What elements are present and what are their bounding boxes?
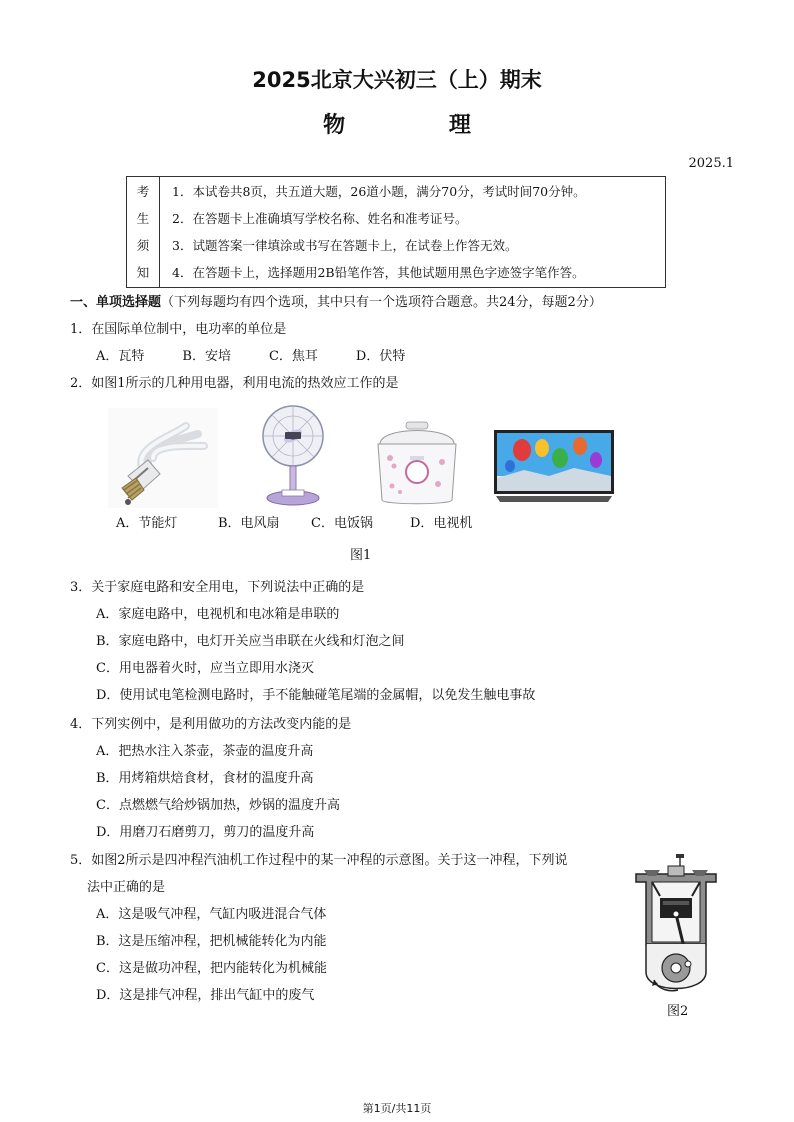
exam-date: 2025.1 (688, 156, 734, 171)
notice-item: 3．试题答案一律填涂或书写在答题卡上，在试卷上作答无效。 (172, 238, 518, 253)
notice-side-char: 知 (136, 265, 150, 280)
option: D．这是排气冲程，排出气缸中的废气 (96, 988, 315, 1003)
figure-1-label: 图1 (350, 548, 372, 563)
notice-item: 1．本试卷共8页，共五道大题，26道小题，满分70分，考试时间70分钟。 (172, 184, 586, 199)
notice-item: 4．在答题卡上，选择题用2B铅笔作答，其他试题用黑色字迹签字笔作答。 (172, 265, 585, 280)
electric-fan-image (258, 404, 328, 508)
page-number: 第1页/共11页 (362, 1102, 432, 1115)
figure-1-caption-a: A．节能灯 (116, 516, 178, 531)
option: D．伏特 (355, 349, 406, 364)
section-heading (70, 291, 602, 310)
figure-1-caption-c: C．电饭锅 (311, 516, 373, 531)
option: A．瓦特 (96, 349, 145, 364)
option: B．安培 (182, 349, 231, 364)
question-3-stem: 3．关于家庭电路和安全用电，下列说法中正确的是 (70, 580, 365, 595)
option: B．家庭电路中，电灯开关应当串联在火线和灯泡之间 (96, 634, 405, 649)
exam-subject: 物 理 (323, 113, 519, 138)
option: C．用电器着火时，应当立即用水浇灭 (96, 661, 314, 676)
option: D．使用试电笔检测电路时，手不能触碰笔尾端的金属帽，以免发生触电事故 (96, 688, 536, 703)
section-desc: （下列每题均有四个选项，其中只有一个选项符合题意。共24分，每题2分） (161, 295, 602, 310)
option: D．用磨刀石磨剪刀，剪刀的温度升高 (96, 825, 315, 840)
exam-title: 2025北京大兴初三（上）期末 (252, 68, 542, 92)
energy-saving-lamp-image (108, 408, 218, 508)
notice-side-char: 考 (136, 184, 150, 199)
figure-1-caption-b: B．电风扇 (218, 516, 280, 531)
figure-1-caption-d: D．电视机 (410, 516, 473, 531)
option: C．焦耳 (268, 349, 318, 364)
question-2-stem: 2．如图1所示的几种用电器，利用电流的热效应工作的是 (70, 376, 399, 391)
notice-body (160, 177, 666, 288)
question-4-stem: 4．下列实例中，是利用做功的方法改变内能的是 (70, 717, 352, 732)
section-label: 一、单项选择题 (70, 295, 162, 310)
notice-item: 2．在答题卡上准确填写学校名称、姓名和准考证号。 (172, 211, 468, 226)
question-1-stem: 1．在国际单位制中，电功率的单位是 (70, 322, 287, 337)
notice-table (126, 176, 666, 288)
notice-side-char: 生 (136, 211, 150, 226)
option: B．用烤箱烘焙食材，食材的温度升高 (96, 771, 314, 786)
option: A．这是吸气冲程，气缸内吸进混合气体 (96, 907, 327, 922)
rice-cooker-image (370, 418, 464, 508)
figure-2-label: 图2 (667, 1004, 689, 1019)
television-image (494, 430, 614, 504)
notice-side-char: 须 (136, 238, 150, 253)
option: C．这是做功冲程，把内能转化为机械能 (96, 961, 327, 976)
option: C．点燃燃气给炒锅加热，炒锅的温度升高 (96, 798, 340, 813)
option: B．这是压缩冲程，把机械能转化为内能 (96, 934, 327, 949)
option: A．把热水注入茶壶，茶壶的温度升高 (96, 744, 314, 759)
question-5-stem-line-2: 法中正确的是 (87, 880, 166, 895)
option: A．家庭电路中，电视机和电冰箱是串联的 (96, 607, 340, 622)
question-1-options (96, 345, 443, 364)
notice-side-label (127, 177, 160, 288)
engine-cylinder-diagram (630, 852, 724, 998)
question-5-stem-line-1: 5．如图2所示是四冲程汽油机工作过程中的某一冲程的示意图。关于这一冲程，下列说 (70, 853, 568, 868)
